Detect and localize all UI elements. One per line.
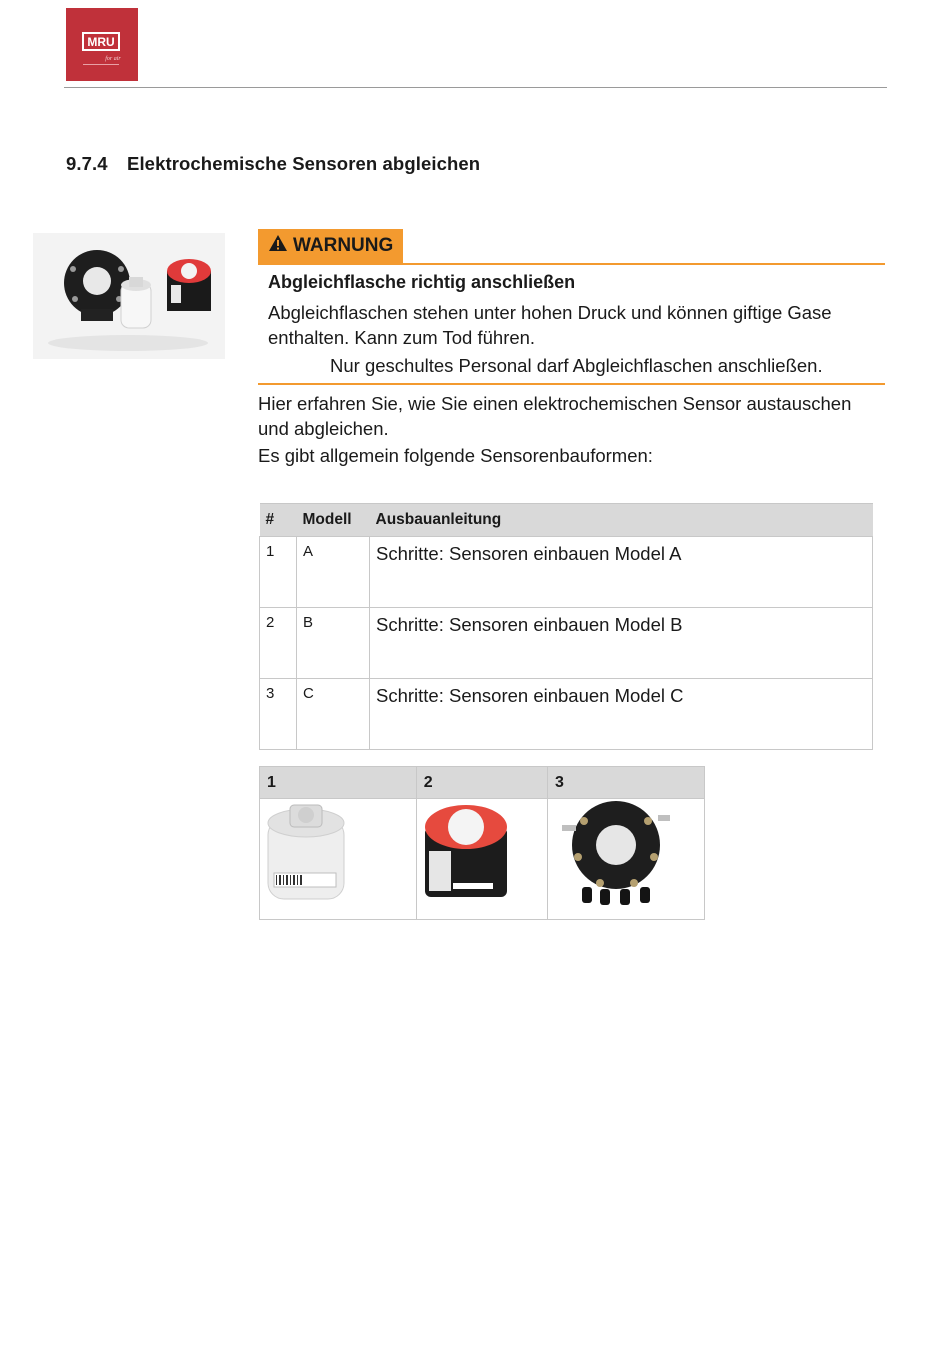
section-heading (66, 153, 480, 175)
header-divider (64, 87, 887, 88)
table-row (260, 679, 873, 750)
cell-instruction-link[interactable]: Schritte: Sensoren einbauen Model A (370, 537, 873, 608)
section-number: 9.7.4 (66, 153, 108, 174)
warning-text: Abgleichflaschen stehen unter hohen Druck und können giftige Gase enthalten. Kann zum Tod führen. (268, 302, 832, 348)
sensor-model-c-image (548, 799, 705, 920)
cell-model: B (297, 608, 370, 679)
cell-instruction-link[interactable]: Schritte: Sensoren einbauen Model C (370, 679, 873, 750)
warning-icon (268, 234, 288, 258)
intro-paragraph-2: Es gibt allgemein folgende Sensorenbauformen: (258, 445, 653, 466)
sensor-model-b-image (416, 799, 547, 920)
cell-number: 1 (260, 537, 297, 608)
cell-model: A (297, 537, 370, 608)
cell-number: 2 (260, 608, 297, 679)
svg-text:MRU: MRU (87, 35, 115, 49)
image-row (260, 799, 705, 920)
warning-bottom-rule (258, 383, 885, 385)
cell-number: 3 (260, 679, 297, 750)
sensors-photo (33, 233, 225, 359)
sensor-table (259, 503, 873, 750)
col-header-instruction: Ausbauanleitung (370, 504, 873, 537)
image-col-header-3: 3 (548, 767, 705, 799)
image-table-header-row (260, 767, 705, 799)
col-header-model: Modell (297, 504, 370, 537)
cell-model: C (297, 679, 370, 750)
image-col-header-1: 1 (260, 767, 417, 799)
svg-text:for air: for air (105, 56, 121, 62)
section-title: Elektrochemische Sensoren abgleichen (127, 153, 481, 174)
warning-label (258, 229, 403, 263)
intro-paragraph: Hier erfahren Sie, wie Sie einen elektrochemischen Sensor austauschen und abgleichen. (258, 393, 852, 439)
table-row (260, 608, 873, 679)
company-logo (66, 8, 138, 81)
warning-title: Abgleichflasche richtig anschließen (268, 272, 576, 292)
sensor-model-a-image (260, 799, 417, 920)
cell-instruction-link[interactable]: Schritte: Sensoren einbauen Model B (370, 608, 873, 679)
table-header-row (260, 504, 873, 537)
warning-label-text: WARNUNG (293, 235, 394, 256)
sensor-image-table (259, 766, 705, 920)
image-col-header-2: 2 (416, 767, 547, 799)
table-row (260, 537, 873, 608)
col-header-number: # (260, 504, 297, 537)
warning-top-rule (258, 263, 885, 265)
warning-measure: Nur geschultes Personal darf Abgleichflaschen anschließen. (330, 355, 823, 376)
